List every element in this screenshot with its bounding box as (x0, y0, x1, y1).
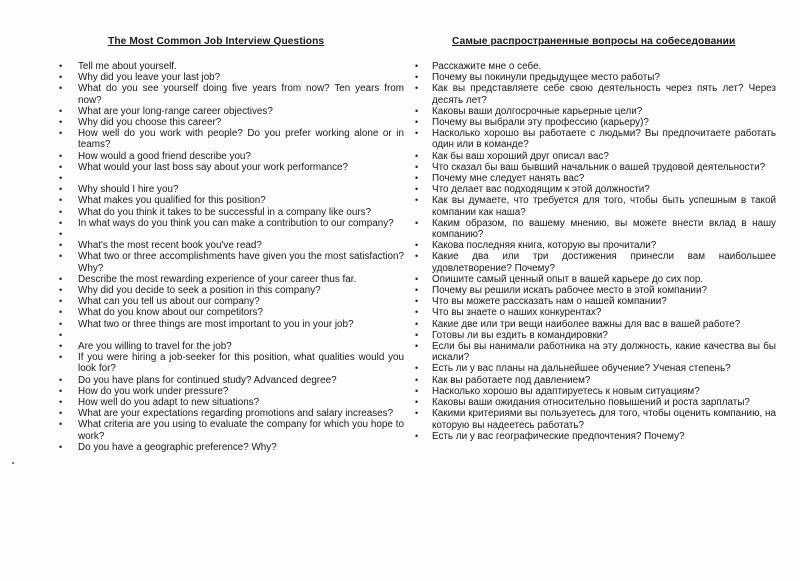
bullet-icon: • (59, 61, 63, 71)
bullet-icon: • (415, 397, 419, 408)
bullet-icon: • (59, 441, 63, 452)
russian-title: Самые распространенные вопросы на собеседовании (452, 36, 736, 47)
question-item (56, 240, 404, 251)
question-item (412, 408, 776, 430)
question-item (56, 83, 404, 105)
question-item (412, 319, 776, 330)
bullet-icon: • (415, 329, 419, 340)
question-item (56, 229, 404, 240)
bullet-icon: • (415, 408, 419, 419)
bullet-icon: • (59, 385, 63, 396)
bullet-icon: • (59, 173, 63, 184)
bullet-icon: • (59, 105, 63, 116)
bullet-icon: • (415, 117, 419, 128)
bullet-icon: • (59, 117, 63, 128)
question-text: Почему вы решили искать рабочее место в этой компании? (432, 285, 707, 297)
question-text: Опишите самый ценный опыт в вашей карьере до сих пор. (432, 273, 704, 285)
question-text: Как бы ваш хороший друг описал вас? (432, 150, 609, 162)
bullet-icon: • (415, 341, 419, 352)
question-text: Tell me about yourself. (78, 61, 177, 72)
bullet-icon: • (59, 307, 63, 318)
question-item (412, 397, 776, 408)
question-text: Почему вы покинули предыдущее место работы? (432, 72, 660, 84)
question-text: If you were hiring a job-seeker for this position, what qualities would you look for? (78, 352, 404, 375)
question-item (56, 386, 404, 397)
bullet-icon: • (59, 195, 63, 206)
question-item (412, 173, 776, 184)
question-item (56, 285, 404, 296)
bullet-icon: • (415, 217, 419, 228)
question-text: Как вы представляете себе свою деятельность через пять лет? Через десять лет? (432, 83, 776, 106)
question-item (412, 330, 776, 341)
question-item (56, 352, 404, 374)
question-text: Какие две или три вещи наиболее важны для вас в вашей работе? (432, 318, 741, 330)
bullet-icon: • (59, 374, 63, 385)
bullet-icon: • (415, 184, 419, 195)
question-text: Почему вы выбрали эту профессию (карьеру)? (432, 117, 649, 129)
question-item (56, 375, 404, 386)
bullet-icon: • (59, 206, 63, 217)
question-item (412, 285, 776, 296)
russian-question-list (412, 61, 776, 442)
bullet-icon: • (415, 61, 419, 71)
question-item (56, 72, 404, 83)
question-item (412, 386, 776, 397)
question-text: Какие два или три достижения принесли вам наибольшее удовлетворение? Почему? (432, 251, 776, 274)
bullet-icon: • (59, 251, 63, 262)
question-item (56, 341, 404, 352)
bullet-icon: • (415, 374, 419, 385)
question-item (56, 408, 404, 419)
bullet-icon: • (59, 128, 63, 139)
bullet-icon: • (59, 273, 63, 284)
question-item (56, 184, 404, 195)
bullet-icon: • (415, 240, 419, 251)
bullet-icon: • (415, 296, 419, 307)
question-item (412, 117, 776, 128)
question-item (56, 274, 404, 285)
question-item (56, 117, 404, 128)
question-text: What's the most recent book you've read? (78, 240, 262, 252)
bullet-icon: • (415, 430, 419, 441)
bullet-icon: • (59, 352, 63, 363)
bullet-icon: • (415, 72, 419, 83)
bullet-icon: • (59, 296, 63, 307)
question-text: Describe the most rewarding experience of your career thus far. (78, 273, 357, 285)
question-text: Why did you decide to seek a position in this company? (78, 285, 321, 297)
question-item (412, 61, 776, 72)
bullet-icon: • (415, 161, 419, 172)
question-item (412, 341, 776, 363)
question-text: Are you willing to travel for the job? (78, 341, 232, 353)
question-text: What criteria are you using to evaluate the company for which you hope to work? (78, 419, 404, 442)
question-item (56, 419, 404, 441)
question-item (56, 218, 404, 229)
question-text: Насколько хорошо вы работаете с людьми? Вы предпочитаете работать один или в команде? (432, 128, 776, 151)
question-item (412, 363, 776, 374)
question-text: What can you tell us about our company? (78, 296, 260, 308)
bullet-icon: • (59, 285, 63, 296)
question-item (412, 431, 776, 442)
question-text: How well do you work with people? Do you prefer working alone or in teams? (78, 128, 404, 151)
english-title: The Most Common Job Interview Questions (108, 36, 325, 47)
bullet-icon: • (59, 240, 63, 251)
bullet-icon: • (415, 273, 419, 284)
question-text: What two or three things are most important to you in your job? (78, 318, 354, 330)
question-text: What do you know about our competitors? (78, 307, 263, 319)
question-item (412, 375, 776, 386)
question-text: What do you think it takes to be successful in a company like ours? (78, 206, 372, 218)
question-item (412, 83, 776, 105)
question-item (56, 106, 404, 117)
question-text: What two or three accomplishments have given you the most satisfaction? Why? (78, 251, 404, 274)
question-text: Why did you leave your last job? (78, 72, 221, 84)
question-text: Каковы ваши ожидания относительно повышений и роста зарплаты? (432, 397, 750, 409)
question-item (412, 307, 776, 318)
question-text: Какова последняя книга, которую вы прочитали? (432, 240, 657, 252)
question-text: Что вы можете рассказать нам о нашей компании? (432, 296, 667, 308)
question-item (412, 162, 776, 173)
question-item (412, 72, 776, 83)
question-text: Насколько хорошо вы адаптируетесь к новым ситуациям? (432, 385, 700, 397)
question-item (412, 106, 776, 117)
question-item (412, 195, 776, 217)
question-item (412, 151, 776, 162)
bullet-icon: • (415, 385, 419, 396)
question-text: What are your long-range career objectives? (78, 105, 273, 117)
bullet-icon: • (415, 195, 419, 206)
question-text: Do you have a geographic preference? Why? (78, 441, 277, 453)
bullet-icon: • (59, 83, 63, 94)
question-item (412, 274, 776, 285)
bullet-icon: • (59, 72, 63, 83)
bullet-icon: • (59, 217, 63, 228)
question-text: Есть ли у вас планы на дальнейшее обучение? Ученая степень? (432, 363, 731, 375)
question-item (56, 162, 404, 173)
bullet-icon: • (415, 285, 419, 296)
question-item (56, 207, 404, 218)
question-text: Как вы работаете под давлением? (432, 374, 591, 386)
bullet-icon: • (59, 318, 63, 329)
bullet-icon: • (415, 83, 419, 94)
question-item (56, 330, 404, 341)
question-item (412, 251, 776, 273)
question-item (56, 319, 404, 330)
question-text: Есть ли у вас географические предпочтения? Почему? (432, 430, 685, 442)
question-text: Do you have plans for continued study? Advanced degree? (78, 374, 337, 386)
question-item (56, 307, 404, 318)
bullet-icon: • (415, 173, 419, 184)
bullet-icon: • (415, 307, 419, 318)
question-item (56, 442, 404, 453)
question-text: Расскажите мне о себе. (432, 61, 542, 72)
question-text: Каковы ваши долгосрочные карьерные цели? (432, 105, 643, 117)
question-text: Why should I hire you? (78, 184, 179, 196)
question-item (56, 151, 404, 162)
question-item (56, 61, 404, 72)
bullet-icon: • (59, 397, 63, 408)
question-item (56, 397, 404, 408)
question-item (56, 173, 404, 184)
bullet-icon: • (59, 161, 63, 172)
question-text: Как вы думаете, что требуется для того, чтобы быть успешным в такой компании как наша? (432, 195, 776, 218)
question-text: How would a good friend describe you? (78, 150, 251, 162)
bullet-icon: • (415, 251, 419, 262)
question-item (56, 296, 404, 307)
question-text: Если бы вы нанимали работника на эту должность, какие качества вы бы искали? (432, 341, 776, 364)
question-item (56, 251, 404, 273)
question-text: What would your last boss say about your work performance? (78, 161, 349, 173)
question-text: How well do you adapt to new situations? (78, 397, 260, 409)
question-item (56, 128, 404, 150)
question-item (56, 195, 404, 206)
question-item (412, 128, 776, 150)
question-text: How do you work under pressure? (78, 385, 229, 397)
question-text: What are your expectations regarding promotions and salary increases? (78, 408, 394, 420)
question-text: Готовы ли вы ездить в командировки? (432, 329, 608, 341)
english-question-list (56, 61, 404, 453)
bullet-icon: • (59, 229, 63, 240)
question-item (412, 218, 776, 240)
question-text: Какими критериями вы пользуетесь для того, чтобы оценить компанию, на которую вы надеетесь работать? (432, 408, 776, 431)
bullet-icon: • (415, 150, 419, 161)
stray-mark (12, 462, 14, 464)
bullet-icon: • (59, 329, 63, 340)
question-text: Что делает вас подходящим к этой должности? (432, 184, 650, 196)
question-item (412, 184, 776, 195)
question-text: Почему мне следует нанять вас? (432, 173, 585, 185)
bullet-icon: • (59, 419, 63, 430)
question-text: In what ways do you think you can make a contribution to our company? (78, 217, 394, 229)
bullet-icon: • (59, 150, 63, 161)
bullet-icon: • (59, 408, 63, 419)
bullet-icon: • (415, 363, 419, 374)
question-text: Что вы знаете о наших конкурентах? (432, 307, 602, 319)
bullet-icon: • (59, 184, 63, 195)
question-text: Why did you choose this career? (78, 117, 222, 129)
question-text: Каким образом, по вашему мнению, вы можете внести вклад в нашу компанию? (432, 217, 776, 241)
bullet-icon: • (59, 341, 63, 352)
bullet-icon: • (415, 318, 419, 329)
question-item (412, 296, 776, 307)
question-text: What makes you qualified for this position? (78, 195, 266, 207)
question-text: Что сказал бы ваш бывший начальник о вашей трудовой деятельности? (432, 161, 766, 173)
question-item (412, 240, 776, 251)
bullet-icon: • (415, 105, 419, 116)
bullet-icon: • (415, 128, 419, 139)
question-text: What do you see yourself doing five years from now? Ten years from now? (78, 83, 404, 106)
